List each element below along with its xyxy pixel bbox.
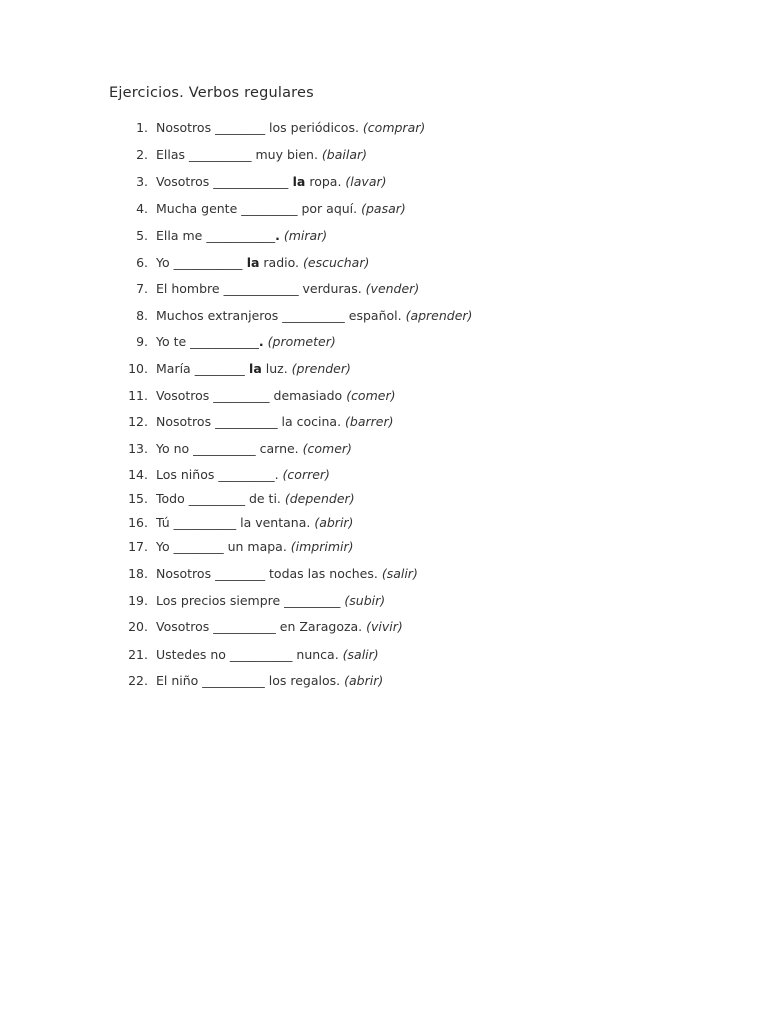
exercise-item [0,254,768,272]
answer-blank: ________ [215,120,266,135]
exercise-item [0,227,768,245]
sentence-text: la ventana. [236,515,315,530]
sentence-text: ropa. [305,174,346,189]
sentence-text: Tú [156,515,174,530]
item-number: 16. [128,515,148,530]
sentence-text: Nosotros [156,120,216,135]
verb-hint: (prender) [291,361,351,376]
sentence-text: los periódicos. [265,120,363,135]
sentence-text: María [156,361,195,376]
exercise-sentence [156,307,472,325]
page-title: Ejercicios. Verbos regulares [109,85,314,101]
answer-blank: ________ [173,539,224,554]
bold-word: la [242,255,260,270]
item-number: 4. [136,201,148,216]
exercise-sentence [156,538,354,556]
exercise-sentence [156,146,367,164]
bold-word: la [288,174,306,189]
exercise-item [0,646,768,664]
verb-hint: (vender) [365,281,420,296]
verb-hint: (abrir) [344,673,384,688]
exercise-item [0,146,768,164]
item-number: 1. [136,120,148,135]
sentence-text: Ellas [156,147,189,162]
exercise-item [0,173,768,191]
answer-blank: __________ [189,147,252,162]
verb-hint: (salir) [342,647,379,662]
sentence-text: los regalos. [264,673,345,688]
verb-hint: (prometer) [267,334,336,349]
verb-hint: (aprender) [405,308,473,323]
answer-blank: ___________ [173,255,243,270]
verb-hint: (barrer) [345,414,394,429]
item-number: 13. [128,441,148,456]
exercise-item [0,592,768,610]
item-number: 18. [128,566,148,581]
sentence-text: Yo [156,539,174,554]
exercise-item [0,514,768,532]
exercise-item [0,466,768,484]
exercise-item [0,672,768,690]
item-number: 21. [128,647,148,662]
exercise-item [0,387,768,405]
verb-hint: (comer) [346,388,396,403]
verb-hint: (vivir) [366,619,403,634]
sentence-text: Nosotros [156,414,216,429]
verb-hint: (lavar) [345,174,387,189]
verb-hint: (depender) [284,491,355,506]
sentence-text: El niño [156,673,203,688]
sentence-text: la cocina. [277,414,346,429]
exercise-sentence [156,119,425,137]
exercise-item [0,413,768,431]
sentence-text: en Zaragoza. [275,619,367,634]
sentence-text: por aquí. [297,201,362,216]
item-number: 8. [136,308,148,323]
sentence-text: Vosotros [156,619,214,634]
exercise-sentence [156,592,385,610]
exercise-sentence [156,466,330,484]
answer-blank: ____________ [213,174,289,189]
exercise-sentence [156,254,369,272]
sentence-text: Ella me [156,228,207,243]
exercise-sentence [156,514,353,532]
exercise-sentence [156,387,395,405]
bold-word: la [244,361,262,376]
sentence-text: Muchos extranjeros [156,308,283,323]
sentence-text: Yo te [156,334,191,349]
verb-hint: (comer) [302,441,352,456]
bold-word: . [275,228,280,243]
exercise-sentence [156,280,419,298]
verb-hint: (abrir) [314,515,354,530]
item-number: 5. [136,228,148,243]
answer-blank: __________ [213,619,276,634]
verb-hint: (pasar) [361,201,406,216]
sentence-text: verduras. [298,281,366,296]
sentence-text: un mapa. [223,539,291,554]
bold-word: . [258,334,264,349]
answer-blank: __________ [229,647,293,662]
exercise-sentence [156,440,352,458]
exercise-sentence [156,360,351,378]
answer-blank: ___________ [206,228,276,243]
verb-hint: (mirar) [283,228,328,243]
exercise-item [0,618,768,636]
item-number: 15. [128,491,148,506]
sentence-text: luz. [261,361,292,376]
sentence-text: de ti. [244,491,285,506]
exercise-sentence [156,565,418,583]
sentence-text: . [274,467,283,482]
exercise-sentence [156,490,355,508]
answer-blank: ________ [194,361,245,376]
sentence-text: español. [344,308,406,323]
exercise-item [0,360,768,378]
item-number: 12. [128,414,148,429]
sentence-text: carne. [255,441,303,456]
sentence-text: Yo no [156,441,194,456]
exercise-item [0,200,768,218]
item-number: 20. [128,619,148,634]
verb-hint: (escuchar) [303,255,370,270]
exercise-item [0,565,768,583]
exercise-item [0,538,768,556]
item-number: 17. [128,539,148,554]
sentence-text: muy bien. [251,147,322,162]
item-number: 11. [128,388,148,403]
verb-hint: (subir) [344,593,386,608]
sentence-text: demasiado [269,388,347,403]
exercise-sentence [156,333,336,351]
exercise-item [0,119,768,137]
sentence-text: El hombre [156,281,224,296]
verb-hint: (salir) [381,566,418,581]
answer-blank: ___________ [190,334,259,349]
sentence-text: Todo [156,491,189,506]
sentence-text: nunca. [292,647,343,662]
exercise-item [0,307,768,325]
sentence-text: Los niños [156,467,219,482]
exercise-item [0,440,768,458]
exercise-sentence [156,646,379,664]
exercise-sentence [156,618,403,636]
verb-hint: (bailar) [321,147,368,162]
sentence-text: todas las noches. [265,566,382,581]
exercise-item [0,280,768,298]
sentence-text: Mucha gente [156,201,242,216]
answer-blank: __________ [282,308,345,323]
verb-hint: (imprimir) [290,539,354,554]
item-number: 14. [128,467,148,482]
item-number: 19. [128,593,148,608]
verb-hint: (comprar) [362,120,426,135]
exercise-item [0,490,768,508]
item-number: 2. [136,147,148,162]
exercise-item [0,333,768,351]
exercise-sentence [156,672,383,690]
answer-blank: _________ [218,467,275,482]
item-number: 10. [128,361,148,376]
answer-blank: _________ [284,593,341,608]
sentence-text: Vosotros [156,388,214,403]
answer-blank: __________ [193,441,256,456]
sentence-text: Nosotros [156,566,216,581]
sentence-text: Vosotros [156,174,214,189]
sentence-text: Yo [156,255,174,270]
item-number: 6. [136,255,148,270]
answer-blank: _________ [241,201,298,216]
item-number: 9. [136,334,148,349]
answer-blank: _________ [213,388,270,403]
answer-blank: _________ [188,491,245,506]
exercise-sentence [156,413,394,431]
answer-blank: ________ [215,566,266,581]
answer-blank: __________ [173,515,237,530]
answer-blank: ____________ [223,281,299,296]
sentence-text: radio. [259,255,303,270]
exercise-sentence [156,227,327,245]
item-number: 7. [136,281,148,296]
exercise-sentence [156,200,406,218]
answer-blank: __________ [215,414,278,429]
item-number: 22. [128,673,148,688]
answer-blank: __________ [202,673,265,688]
verb-hint: (correr) [282,467,330,482]
exercise-sentence [156,173,387,191]
sentence-text: Ustedes no [156,647,230,662]
item-number: 3. [136,174,148,189]
sentence-text: Los precios siempre [156,593,285,608]
